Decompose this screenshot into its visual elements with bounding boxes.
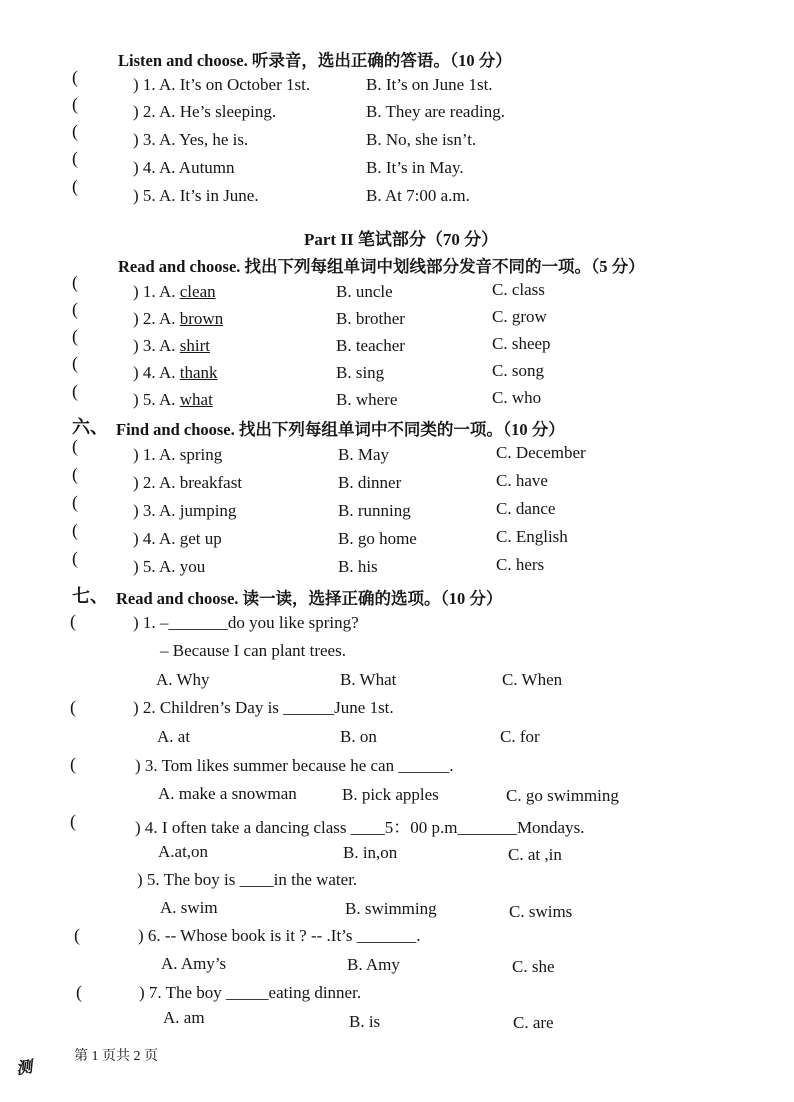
listen-q2-b: B. They are reading. <box>366 102 505 121</box>
answer-paren: ( <box>72 381 78 401</box>
answer-paren: ( <box>72 436 78 456</box>
listen-q5-b: B. At 7:00 a.m. <box>366 186 470 205</box>
page-footer: 第 1 页共 2 页 <box>74 1049 158 1064</box>
s7-q7-opt-a: A. am <box>163 1008 205 1027</box>
s6-q4-c: C. English <box>496 527 568 546</box>
answer-paren: ( <box>72 67 78 87</box>
answer-paren: ( <box>70 697 76 717</box>
s7-q5-opt-b: B. swimming <box>345 899 437 918</box>
s5-q5-prefix: ) 5. A. <box>133 390 180 409</box>
s6-q5-a: ) 5. A. you <box>133 557 206 576</box>
answer-paren: ( <box>70 811 76 831</box>
s5-q3-c: C. sheep <box>492 334 551 353</box>
s7-q7-opt-b: B. is <box>349 1012 381 1031</box>
s5-q1-b: B. uncle <box>336 282 393 301</box>
s5-q2-c: C. grow <box>492 307 547 326</box>
s6-q1-b: B. May <box>338 445 389 464</box>
s5-q2-prefix: ) 2. A. <box>133 309 180 328</box>
answer-paren: ( <box>72 94 78 114</box>
s7-q1: ) 1. –_______do you like spring? <box>133 613 359 632</box>
section7-number: 七、 <box>72 586 108 606</box>
s7-q5-opt-a: A. swim <box>160 898 218 917</box>
s7-q3: ) 3. Tom likes summer because he can ______. <box>135 756 454 775</box>
s5-q1-a: clean <box>179 282 216 301</box>
s7-q3-opt-c: C. go swimming <box>506 786 619 805</box>
s5-q5 <box>133 390 213 410</box>
listen-q4-b: B. It’s in May. <box>366 158 464 177</box>
answer-paren: ( <box>70 611 76 631</box>
s5-q5-c: C. who <box>492 388 542 407</box>
answer-paren: ( <box>72 464 78 484</box>
answer-paren: ( <box>74 925 80 945</box>
s6-q3-a: ) 3. A. jumping <box>133 501 237 520</box>
section6-number: 六、 <box>72 417 108 437</box>
s6-q3-c: C. dance <box>496 499 556 518</box>
s5-q4-a: thank <box>179 363 218 382</box>
s6-q4-a: ) 4. A. get up <box>133 529 222 548</box>
listen-header: Listen and choose. 听录音，选出正确的答语。（10 分） <box>118 51 512 70</box>
s7-q5-opt-c: C. swims <box>509 902 573 921</box>
answer-paren: ( <box>72 272 78 292</box>
answer-paren: ( <box>72 492 78 512</box>
s5-q4-b: B. sing <box>336 363 385 382</box>
s7-q1-opt-b: B. What <box>340 670 397 689</box>
answer-paren: ( <box>72 121 78 141</box>
listen-q1-b: B. It’s on June 1st. <box>366 75 493 94</box>
s5-q3-a: shirt <box>179 336 210 355</box>
s6-q4-b: B. go home <box>338 529 417 548</box>
answer-paren: ( <box>76 982 82 1002</box>
s6-q5-b: B. his <box>338 557 378 576</box>
s5-q4 <box>133 363 218 383</box>
s7-q7: ) 7. The boy _____eating dinner. <box>139 983 362 1002</box>
s6-q1-a: ) 1. A. spring <box>133 445 223 464</box>
s5-q3-prefix: ) 3. A. <box>133 336 180 355</box>
s7-q6-opt-b: B. Amy <box>347 955 400 974</box>
listen-q5: ) 5. A. It’s in June. <box>133 186 259 205</box>
listen-q2: ) 2. A. He’s sleeping. <box>133 102 277 121</box>
answer-paren: ( <box>72 299 78 319</box>
answer-paren: ( <box>72 326 78 346</box>
answer-paren: ( <box>72 520 78 540</box>
s7-q1-opt-c: C. When <box>502 670 563 689</box>
answer-paren: ( <box>72 176 78 196</box>
s7-q1-opt-a: A. Why <box>156 670 210 689</box>
s5-q1 <box>133 282 216 302</box>
s5-q5-b: B. where <box>336 390 398 409</box>
watermark-logo: 测 <box>15 1058 34 1079</box>
s6-q3-b: B. running <box>338 501 411 520</box>
section7-header: Read and choose. 读一读，选择正确的选项。（10 分） <box>116 589 503 608</box>
s7-q3-opt-a: A. make a snowman <box>158 784 297 803</box>
s5-q1-prefix: ) 1. A. <box>133 282 180 301</box>
s7-q7-opt-c: C. are <box>513 1013 554 1032</box>
s6-q1-c: C. December <box>496 443 586 462</box>
s7-q6: ) 6. -- Whose book is it ? -- .It’s _______. <box>138 926 421 945</box>
part2-title: Part II 笔试部分（70 分） <box>304 230 499 249</box>
s5-q1-c: C. class <box>492 280 545 299</box>
section5-header: Read and choose. 找出下列每组单词中划线部分发音不同的一项。（5 分） <box>118 257 645 276</box>
s5-q3 <box>133 336 210 356</box>
section6-header: Find and choose. 找出下列每组单词中不同类的一项。（10 分） <box>116 420 565 439</box>
answer-paren: ( <box>72 548 78 568</box>
s6-q5-c: C. hers <box>496 555 545 574</box>
s7-q6-opt-a: A. Amy’s <box>161 954 227 973</box>
listen-q3: ) 3. A. Yes, he is. <box>133 130 249 149</box>
listen-q4: ) 4. A. Autumn <box>133 158 235 177</box>
listen-q3-b: B. No, she isn’t. <box>366 130 477 149</box>
s7-q2-opt-b: B. on <box>340 727 377 746</box>
s7-q4-opt-c: C. at ,in <box>508 845 562 864</box>
s7-q2: ) 2. Children’s Day is ______June 1st. <box>133 698 394 717</box>
s7-q5: ) 5. The boy is ____in the water. <box>137 870 358 889</box>
s7-q3-opt-b: B. pick apples <box>342 785 439 804</box>
s6-q2-b: B. dinner <box>338 473 402 492</box>
s7-q1-line2: – Because I can plant trees. <box>160 641 346 660</box>
s5-q2-b: B. brother <box>336 309 405 328</box>
s7-q4: ) 4. I often take a dancing class ____5：00 p.m_______Mondays. <box>135 818 585 837</box>
s7-q6-opt-c: C. she <box>512 957 555 976</box>
s5-q4-c: C. song <box>492 361 544 380</box>
s5-q3-b: B. teacher <box>336 336 405 355</box>
s5-q2-a: brown <box>179 309 224 328</box>
s7-q4-opt-a: A.at,on <box>158 842 209 861</box>
s5-q2 <box>133 309 223 329</box>
answer-paren: ( <box>70 754 76 774</box>
s7-q2-opt-a: A. at <box>157 727 191 746</box>
s6-q2-a: ) 2. A. breakfast <box>133 473 243 492</box>
answer-paren: ( <box>72 353 78 373</box>
s6-q2-c: C. have <box>496 471 548 490</box>
s7-q4-opt-b: B. in,on <box>343 843 398 862</box>
answer-paren: ( <box>72 148 78 168</box>
s5-q5-a: what <box>179 390 213 409</box>
s7-q2-opt-c: C. for <box>500 727 540 746</box>
listen-q1: ) 1. A. It’s on October 1st. <box>133 75 311 94</box>
s5-q4-prefix: ) 4. A. <box>133 363 180 382</box>
